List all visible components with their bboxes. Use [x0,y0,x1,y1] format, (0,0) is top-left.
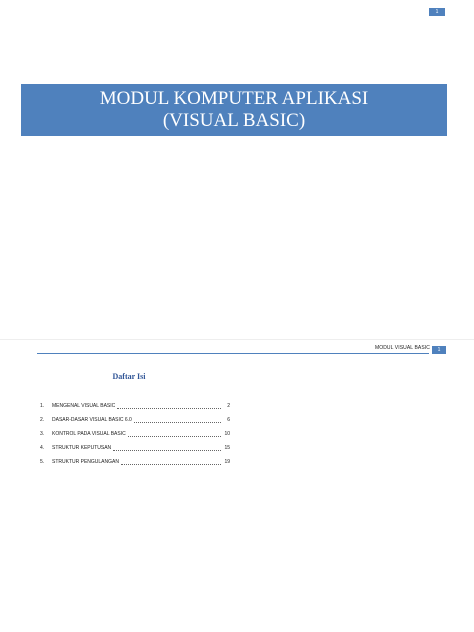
toc-page [0,340,474,632]
toc-entry-page: 10 [224,431,230,437]
header-label: MODUL VISUAL BASIC [374,345,430,351]
toc-leader-dots [117,407,221,409]
toc-entry[interactable] [40,424,230,438]
toc-leader-dots [134,421,221,423]
toc-entry[interactable] [40,410,230,424]
title-banner [21,84,447,136]
toc-heading-wrap [0,372,474,381]
toc-entry-text: DASAR-DASAR VISUAL BASIC 6.0 [52,417,132,423]
document-subtitle: (VISUAL BASIC) [162,110,306,131]
toc-entry-number: 4. [40,445,45,451]
header-rule [37,353,429,354]
toc-leader-dots [113,449,221,451]
toc-entry-number: 2. [40,417,45,423]
page-number-badge: 1 [429,8,445,16]
toc-entry-page: 6 [227,417,230,423]
toc-entry-page: 15 [224,445,230,451]
document-title: MODUL KOMPUTER APLIKASI [99,88,369,109]
toc-entry-page: 19 [224,459,230,465]
toc-leader-dots [121,463,221,465]
toc-entry-page: 2 [227,403,230,409]
toc-entry[interactable] [40,438,230,452]
toc-heading: Daftar Isi [112,372,146,381]
toc-entry-text: STRUKTUR KEPUTUSAN [52,445,112,451]
toc-entry-number: 5. [40,459,45,465]
page-header [0,344,474,356]
toc-entry-text: MENGENAL VISUAL BASIC [52,403,116,409]
table-of-contents [40,396,230,466]
page-number-badge: 1 [432,346,446,354]
toc-leader-dots [128,435,221,437]
toc-entry[interactable] [40,396,230,410]
toc-entry-number: 1. [40,403,45,409]
toc-entry-text: STRUKTUR PENGULANGAN [52,459,119,465]
toc-entry-number: 3. [40,431,45,437]
toc-entry-text: KONTROL PADA VISUAL BASIC [52,431,126,437]
toc-entry[interactable] [40,452,230,466]
